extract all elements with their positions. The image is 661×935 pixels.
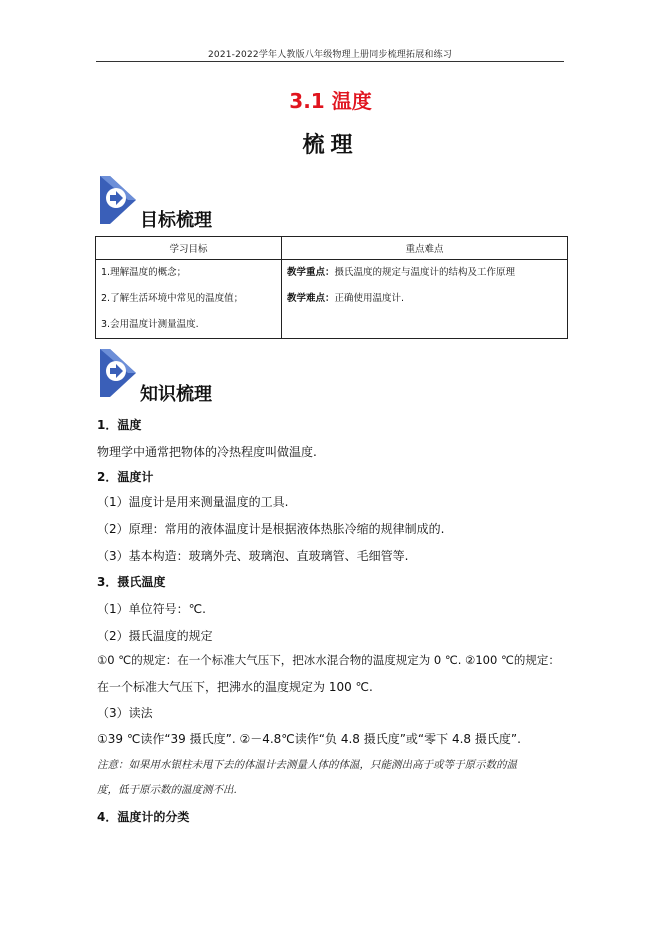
section-3-title: 3．摄氏温度: [97, 575, 166, 589]
section-3-rule: ①0 ℃的规定：在一个标准大气压下，把冰水混合物的温度规定为 0 ℃. ②100 ℃的规定：: [97, 653, 560, 667]
goals-cell: [96, 260, 282, 339]
section-3-reading: ①39 ℃读作“39 摄氏度”. ②－4.8℃读作“负 4.8 摄氏度”或“零下 4.8 摄氏度”.: [97, 732, 521, 746]
section-goals-label: 目标梳理: [140, 210, 212, 231]
section-2-item: （1）温度计是用来测量温度的工具.: [97, 495, 289, 509]
goal-item: 3.会用温度计测量温度.: [101, 319, 199, 330]
goals-header: 学习目标: [96, 237, 282, 260]
section-3-item: （1）单位符号：℃.: [97, 602, 206, 616]
section-knowledge-label: 知识梳理: [140, 384, 212, 405]
lesson-title: 3.1 温度: [289, 89, 372, 113]
goal-item: 1.理解温度的概念；: [101, 267, 187, 278]
section-2-item: （2）原理：常用的液体温度计是根据液体热胀冷缩的规律制成的.: [97, 522, 445, 536]
goal-item: 2.了解生活环境中常见的温度值；: [101, 293, 244, 304]
difficulty-label: 教学难点：: [287, 293, 335, 304]
section-3-item: （3）读法: [97, 706, 153, 720]
section-3-item: （2）摄氏温度的规定: [97, 629, 213, 643]
goals-table: [95, 236, 568, 339]
section-2-title: 2．温度计: [97, 470, 154, 484]
key-point-text: 摄氏温度的规定与温度计的结构及工作原理: [334, 267, 516, 278]
section-1-text: 物理学中通常把物体的冷热程度叫做温度.: [97, 445, 317, 459]
lesson-subtitle: 梳理: [302, 132, 359, 158]
section-1-title: 1．温度: [97, 418, 142, 432]
key-points-cell: [282, 260, 568, 339]
note-text: 度，低于原示数的温度测不出.: [97, 784, 237, 796]
key-point-label: 教学重点：: [287, 267, 335, 278]
page-header: 2021-2022学年人教版八年级物理上册同步梳理拓展和练习: [207, 50, 453, 60]
section-3-rule: 在一个标准大气压下，把沸水的温度规定为 100 ℃.: [97, 680, 373, 694]
note-text: 注意：如果用水银柱未甩下去的体温计去测量人体的体温，只能测出高于或等于原示数的温: [97, 759, 517, 771]
difficulty-text: 正确使用温度计.: [334, 293, 405, 304]
key-points-header: 重点难点: [282, 237, 568, 260]
arrow-badge-icon: [98, 174, 138, 226]
arrow-badge-icon: [98, 347, 138, 399]
section-4-title: 4．温度计的分类: [97, 810, 190, 824]
header-divider: [96, 61, 564, 62]
section-2-item: （3）基本构造：玻璃外壳、玻璃泡、直玻璃管、毛细管等.: [97, 549, 409, 563]
